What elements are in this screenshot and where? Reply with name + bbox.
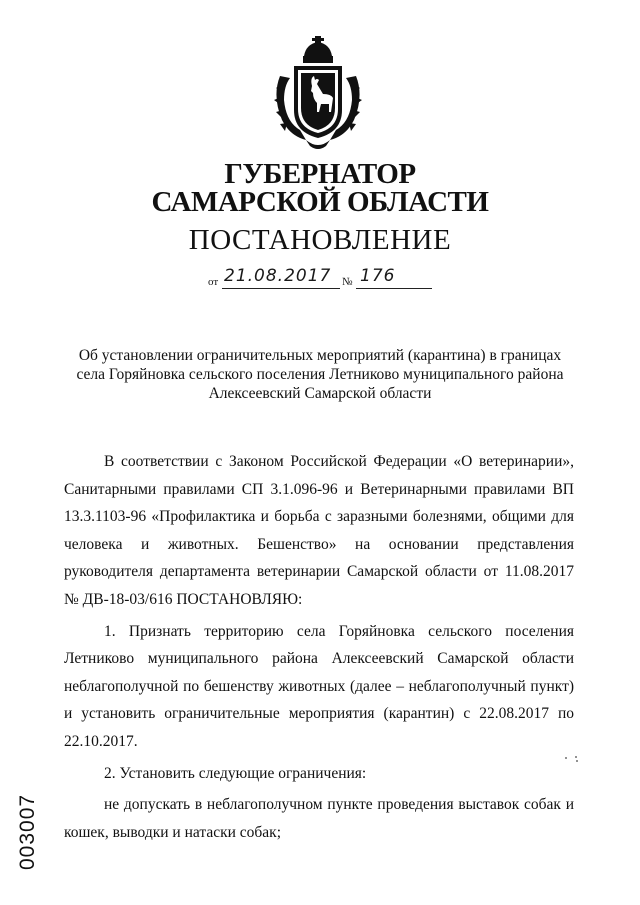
item-1-paragraph: 1. Признать территорию села Горяйновка сельского поселения Летниково муниципального района Алексеевский Самарской области неблагополучной по бешенству животных (далее – неблагополучный пункт) и установить ограничительные мероприятия (карантин) с 22.08.2017 по 22.10.2017.	[64, 622, 574, 750]
coat-of-arms-emblem	[270, 36, 366, 152]
subject-line: Об установлении ограничительных мероприятий (карантина) в границах	[78, 347, 562, 364]
date-underline	[222, 288, 340, 289]
date-number-line	[208, 266, 448, 290]
number-underline	[356, 288, 432, 289]
preamble-paragraph: В соответствии с Законом Российской Федерации «О ветеринарии», Санитарными правилами СП 3.1.096-96 и Ветеринарными правилами ВП 13.3.1103-96 «Профилактика и борьба с заразными болезнями, общими для человека и животных. Бешенство» на основании представления руководителя департамента ветеринарии Самарской области от 11.08.2017 № ДВ-18-03/616 ПОСТАНОВЛЯЮ:	[64, 453, 574, 608]
archive-stamp-number: 003007	[16, 793, 39, 870]
document-body	[64, 448, 574, 846]
document-type-heading: ПОСТАНОВЛЕНИЕ	[188, 224, 452, 256]
scan-specks	[560, 748, 590, 768]
item-2-restriction-paragraph: не допускать в неблагополучном пункте проведения выставок собак и кошек, выводки и натаски собак;	[64, 796, 574, 841]
subject-line: Алексеевский Самарской области	[208, 385, 432, 402]
subject-line: села Горяйновка сельского поселения Летниково муниципального района	[76, 366, 564, 383]
item-2-heading: 2. Установить следующие ограничения:	[104, 764, 367, 782]
number-label: №	[342, 276, 353, 288]
date-label: от	[208, 276, 219, 288]
handwritten-number: 176	[360, 266, 396, 286]
handwritten-date: 21.08.2017	[224, 266, 332, 286]
crown-icon	[303, 36, 333, 63]
issuer-title-line1: ГУБЕРНАТОР	[224, 158, 416, 190]
document-subject	[60, 346, 580, 403]
issuer-title-line2: САМАРСКОЙ ОБЛАСТИ	[151, 186, 489, 218]
